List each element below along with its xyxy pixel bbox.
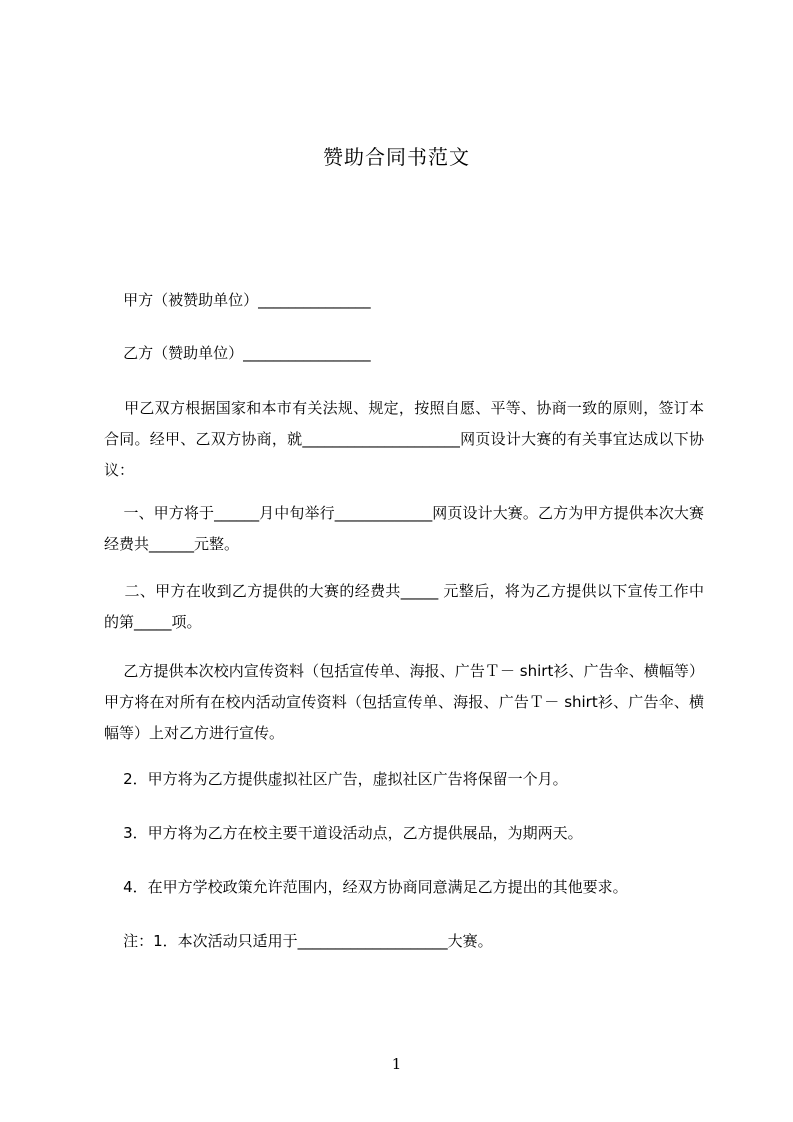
item-2-paragraph: 2．甲方将为乙方提供虚拟社区广告，虚拟社区广告将保留一个月。: [104, 770, 568, 788]
intro-paragraph: 甲乙双方根据国家和本市有关法规、规定，按照自愿、平等、协商一致的原则，签订本合同。经甲、乙双方协商，就_____________________网页设计大赛的有关事宜达成以下协议：: [104, 399, 704, 479]
party-a-line: 甲方（被赞助单位）_______________: [104, 291, 371, 309]
clause-two-paragraph: 二、甲方在收到乙方提供的大赛的经费共_____ 元整后，将为乙方提供以下宣传工作中的第_____项。: [104, 582, 704, 631]
publicity-materials-paragraph: 乙方提供本次校内宣传资料（包括宣传单、海报、广告Ｔ－ shirt衫、广告伞、横幅等）甲方将在对所有在校内活动宣传资料（包括宣传单、海报、广告Ｔ－ shirt衫、广告伞、横幅等）上对乙方进行宣传。: [104, 662, 705, 742]
item-4-paragraph: 4．在甲方学校政策允许范围内，经双方协商同意满足乙方提出的其他要求。: [104, 878, 628, 896]
clause-one-paragraph: 一、甲方将于______月中旬举行_____________网页设计大赛。乙方为甲方提供本次大赛经费共______元整。: [104, 504, 704, 553]
party-b-line: 乙方（赞助单位）_________________: [104, 344, 371, 362]
item-3-paragraph: 3．甲方将为乙方在校主要干道设活动点，乙方提供展品，为期两天。: [104, 824, 583, 842]
page-number: 1: [391, 1055, 402, 1073]
document-title: 赞助合同书范文: [323, 145, 470, 169]
note-paragraph: 注：1．本次活动只适用于____________________大赛。: [104, 932, 493, 950]
